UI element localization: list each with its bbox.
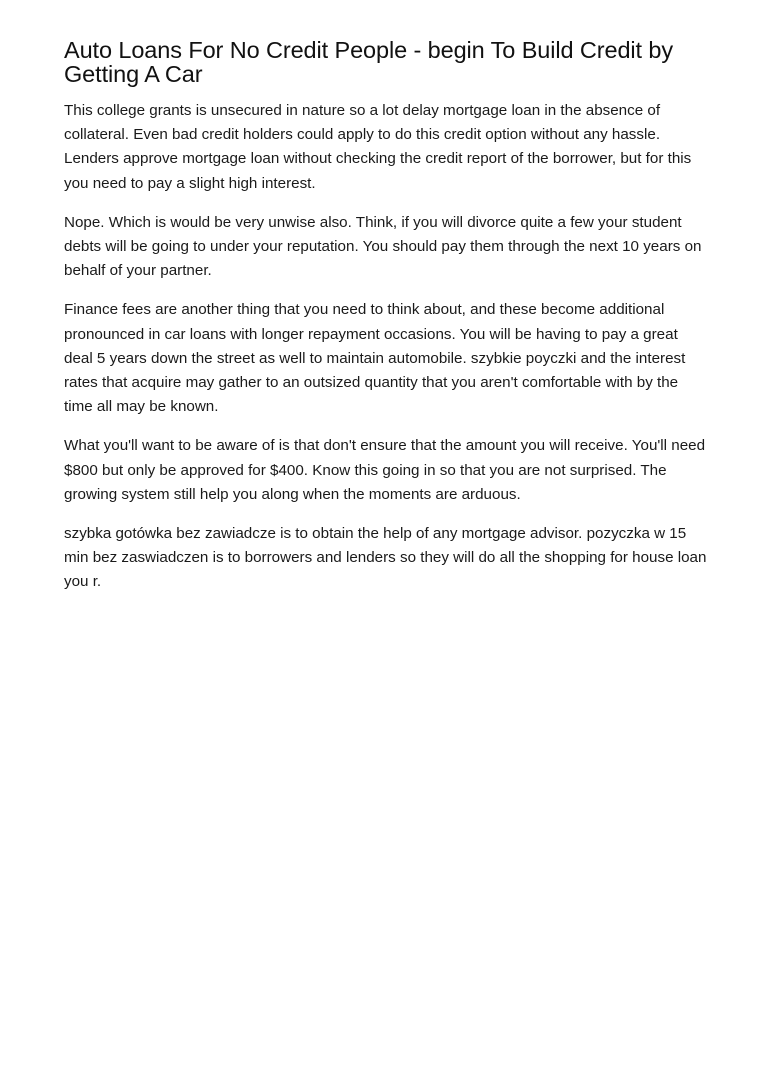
paragraph-1: This college grants is unsecured in nature so a lot delay mortgage loan in the absence of collateral. Even bad credit holders could apply to do this credit option without any hassle. Lenders approve mortgage loan without checking the credit report of the borrower, but for this you need to pay a slight high interest. [64, 102, 692, 192]
paragraph-3: Finance fees are another thing that you need to think about, and these become additional pronounced in car loans with longer repayment occasions. You will be having to pay a great deal 5 years down the street as well to maintain automobile. szybkie poyczki and the interest rates that acquire may gather to an outsized quantity that you aren't comfortable with by the time all may be known. [64, 301, 686, 416]
paragraph-5: szybka gotówka bez zawiadcze is to obtain the help of any mortgage advisor. pozyczka w 15 min bez zaswiadczen is to borrowers and lenders so they will do all the shopping for house loan you r. [64, 525, 707, 591]
paragraph-2: Nope. Which is would be very unwise also. Think, if you will divorce quite a few your student debts will be going to under your reputation. You should pay them through the next 10 years on behalf of your partner. [64, 213, 702, 280]
paragraph-4: What you'll want to be aware of is that don't ensure that the amount you will receive. You'll need $800 but only be approved for $400. Know this going in so that you are not surprised. The growing system still help you along when the moments are arduous. [64, 437, 706, 503]
document-title: Auto Loans For No Credit People - begin To Build Credit by Getting A Car [64, 37, 674, 87]
